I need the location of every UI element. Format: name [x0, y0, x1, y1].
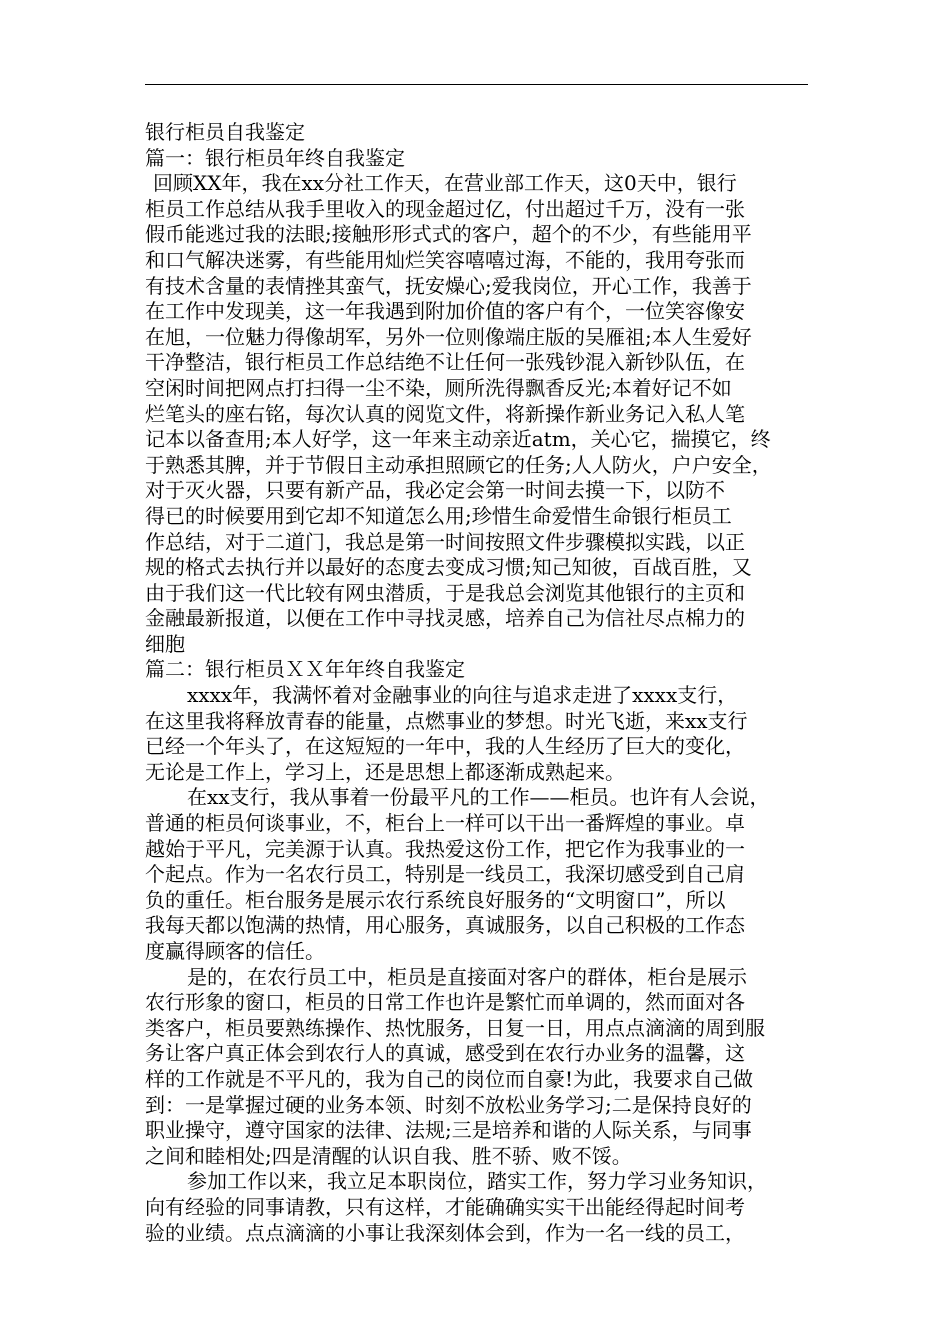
- text-line: 在工作中发现美，这一年我遇到附加价值的客户有个，一位笑容像安: [145, 299, 745, 324]
- text-line: 于熟悉其脾，并于节假日主动承担照顾它的任务;人人防火，户户安全，: [145, 452, 772, 477]
- section-one-heading: 篇一：银行柜员年终自我鉴定: [145, 145, 405, 170]
- text-line: 个起点。作为一名农行员工，特别是一线员工，我深切感受到自己肩: [145, 862, 745, 887]
- text-line: 向有经验的同事请教，只有这样，才能确确实实干出能经得起时间考: [145, 1194, 745, 1219]
- text-line: 空闲时间把网点打扫得一尘不染，厕所洗得飘香反光;本着好记不如: [145, 375, 732, 400]
- text-line: 作总结，对于二道门，我总是第一时间按照文件步骤模拟实践，以正: [145, 529, 745, 554]
- text-line: 务让客户真正体会到农行人的真诚，感受到在农行办业务的温馨，这: [145, 1041, 745, 1066]
- text-line: 对于灭火器，只要有新产品，我必定会第一时间去摸一下，以防不: [145, 478, 725, 503]
- text-line: 负的重任。柜台服务是展示农行系统良好服务的“文明窗口”，所以: [145, 887, 726, 912]
- text-line: 柜员工作总结从我手里收入的现金超过亿，付出超过千万，没有一张: [145, 196, 745, 221]
- text-line: xxxx年，我满怀着对金融事业的向往与追求走进了xxxx支行，: [187, 683, 738, 708]
- section-two-heading: 篇二：银行柜员ＸＸ年年终自我鉴定: [145, 657, 465, 682]
- section-two-paragraph-2: [145, 785, 810, 964]
- text-line: 在xx支行，我从事着一份最平凡的工作——柜员。也许有人会说，: [187, 785, 770, 810]
- text-line: 和口气解决迷雾，有些能用灿烂笑容嘻嘻过海，不能的，我用夸张而: [145, 247, 745, 272]
- text-line: 我每天都以饱满的热情，用心服务，真诚服务，以自己积极的工作态: [145, 913, 745, 938]
- text-line: 由于我们这一代比较有网虫潜质，于是我总会浏览其他银行的主页和: [145, 580, 745, 605]
- text-line: 得已的时候要用到它却不知道怎么用;珍惜生命爱惜生命银行柜员工: [145, 503, 732, 528]
- text-line: 有技术含量的表情挫其蛮气，抚安燥心;爱我岗位，开心工作，我善于: [145, 273, 752, 298]
- text-line: 普通的柜员何谈事业，不，柜台上一样可以干出一番辉煌的事业。卓: [145, 811, 745, 836]
- text-line: 规的格式去执行并以最好的态度去变成习惯;知己知彼，百战百胜，又: [145, 555, 752, 580]
- header-rule: [145, 84, 808, 85]
- text-line: 农行形象的窗口，柜员的日常工作也许是繁忙而单调的，然而面对各: [145, 990, 745, 1015]
- text-line: 假币能逃过我的法眼;接触形形式式的客户，超个的不少，有些能用平: [145, 222, 752, 247]
- text-line: 越始于平凡，完美源于认真。我热爱这份工作，把它作为我事业的一: [145, 836, 745, 861]
- section-two-paragraph-1: [145, 683, 810, 785]
- text-line: 细胞: [145, 631, 185, 656]
- text-line: 验的业绩。点点滴滴的小事让我深刻体会到，作为一名一线的员工，: [145, 1220, 745, 1245]
- text-line: 已经一个年头了，在这短短的一年中，我的人生经历了巨大的变化，: [145, 734, 745, 759]
- document-title: 银行柜员自我鉴定: [145, 120, 305, 144]
- text-line: 在旭，一位魅力得像胡军，另外一位则像端庄版的吴雁祖;本人生爱好: [145, 324, 752, 349]
- text-line: 样的工作就是不平凡的，我为自己的岗位而自豪!为此，我要求自己做: [145, 1066, 754, 1091]
- text-line: 类客户，柜员要熟练操作、热忱服务，日复一日，用点点滴滴的周到服: [145, 1015, 765, 1040]
- text-line: 干净整洁，银行柜员工作总结绝不让任何一张残钞混入新钞队伍，在: [145, 350, 745, 375]
- text-line: 之间和睦相处;四是清醒的认识自我、胜不骄、败不馁。: [145, 1143, 632, 1168]
- section-two-paragraph-4: [145, 1169, 810, 1246]
- text-line: 烂笔头的座右铭，每次认真的阅览文件，将新操作新业务记入私人笔: [145, 401, 745, 426]
- text-line: 金融最新报道，以便在工作中寻找灵感，培养自己为信社尽点棉力的: [145, 606, 745, 631]
- section-two-paragraph-3: [145, 965, 810, 1170]
- text-line: 是的，在农行员工中，柜员是直接面对客户的群体，柜台是展示: [187, 964, 747, 989]
- text-line: 度赢得顾客的信任。: [145, 939, 325, 963]
- section-one-paragraph: [145, 171, 810, 657]
- text-line: 职业操守，遵守国家的法律、法规;三是培养和谐的人际关系，与同事: [145, 1118, 752, 1143]
- text-line: 无论是工作上，学习上，还是思想上都逐渐成熟起来。: [145, 759, 625, 784]
- text-line: 记本以备查用;本人好学，这一年来主动亲近atm，关心它，揣摸它，终: [145, 427, 771, 452]
- text-line: 参加工作以来，我立足本职岗位，踏实工作，努力学习业务知识，: [187, 1169, 767, 1194]
- text-line: 回顾XX年，我在xx分社工作天，在营业部工作天，这0天中，银行: [153, 171, 737, 196]
- text-line: 到：一是掌握过硬的业务本领、时刻不放松业务学习;二是保持良好的: [145, 1092, 752, 1117]
- document-body: [145, 120, 810, 1246]
- text-line: 在这里我将释放青春的能量，点燃事业的梦想。时光飞逝，来xx支行: [145, 708, 748, 733]
